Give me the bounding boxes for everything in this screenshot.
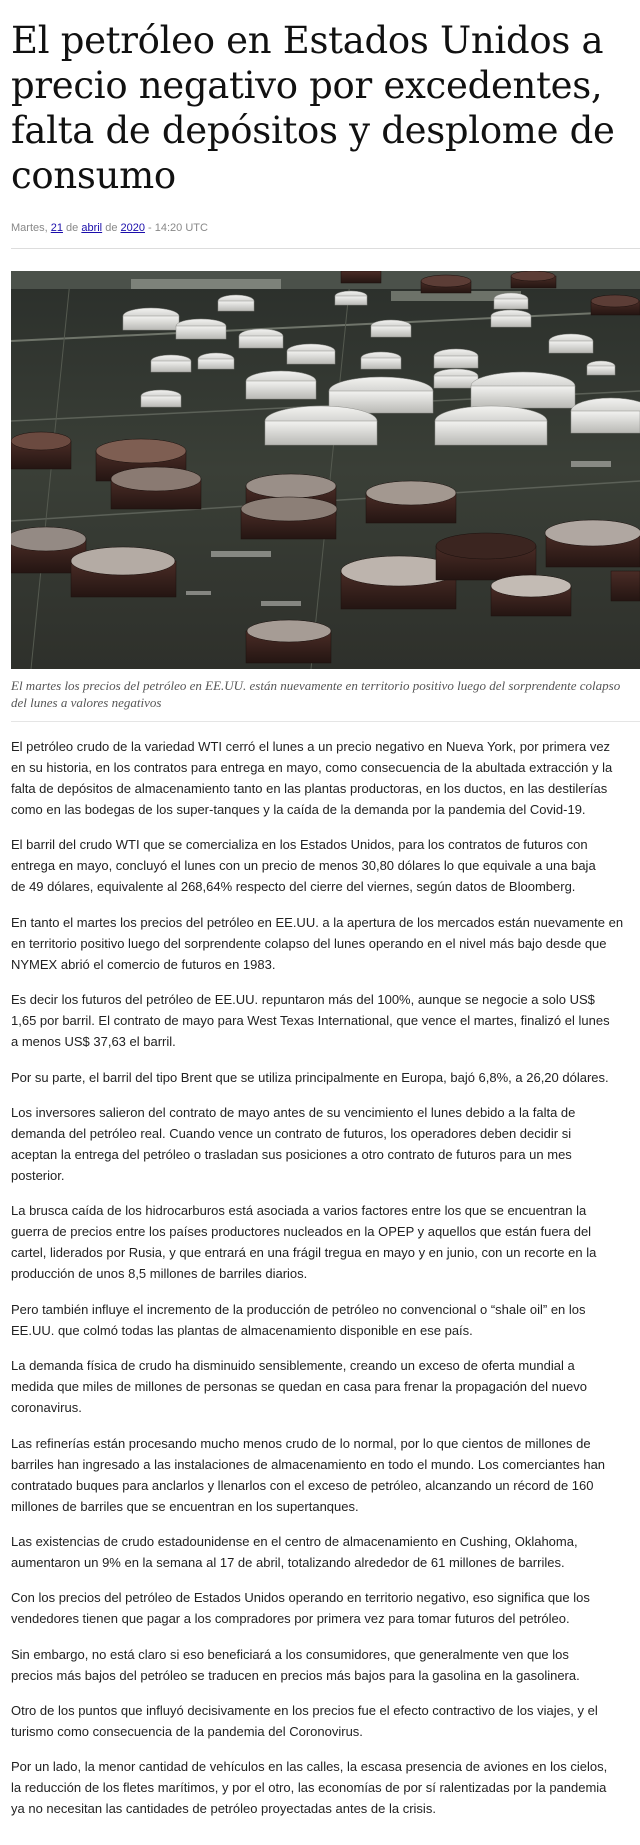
paragraph-line: entrega en mayo, concluyó el lunes con un precio de menos 30,80 dólares lo que equivale a una baja xyxy=(11,858,596,874)
paragraph-line: ya no necesitan las cantidades de petróleo proyectadas antes de la crisis. xyxy=(11,1801,436,1817)
paragraph-line: la reducción de los fletes marítimos, y por el otro, las economías de por sí ralentizadas por la pandemia xyxy=(11,1780,607,1796)
paragraph-line: producción de unos 8,5 millones de barriles diarios. xyxy=(11,1266,308,1282)
paragraph-line: vendedores tienen que pagar a los compradores por primera vez para tomar futuros del petróleo. xyxy=(11,1611,570,1627)
paragraph-line: Otro de los puntos que influyó decisivamente en los precios fue el efecto contractivo de los viajes, y el xyxy=(11,1703,598,1719)
article-paragraph xyxy=(11,834,640,897)
article-paragraph xyxy=(11,989,640,1052)
article-paragraph xyxy=(11,1700,640,1742)
paragraph-line: Con los precios del petróleo de Estados Unidos operando en territorio negativo, eso significa que los xyxy=(11,1590,590,1606)
date-year-link[interactable]: 2020 xyxy=(120,222,145,234)
paragraph-line: 1,65 por barril. El contrato de mayo para West Texas International, que vence el martes, finalizó el lunes xyxy=(11,1013,610,1029)
paragraph-line: de 49 dólares, equivalente al 268,64% respecto del cierre del viernes, según datos de Bloomberg. xyxy=(11,879,576,895)
date-time: - 14:20 UTC xyxy=(144,222,208,234)
paragraph-line: en su historia, en los contratos para entrega en mayo, como consecuencia de la abultada extracción y la xyxy=(11,760,613,775)
article-paragraph xyxy=(11,1102,640,1186)
paragraph-line: coronavirus. xyxy=(11,1400,82,1416)
article-paragraph xyxy=(11,1756,640,1819)
paragraph-line: Sin embargo, no está claro si eso beneficiará a los consumidores, que generalmente ven que los xyxy=(11,1646,569,1662)
article-paragraph xyxy=(11,1433,640,1517)
paragraph-line: demanda del petróleo real. Cuando vence un contrato de futuros, los operadores deben decidir si xyxy=(11,1125,572,1141)
article-dateline xyxy=(11,222,640,236)
paragraph-line: La brusca caída de los hidrocarburos está asociada a varios factores entre los que se encuentran la xyxy=(11,1203,587,1219)
paragraph-line: En tanto el martes los precios del petróleo en EE.UU. a la apertura de los mercados están nuevamente en xyxy=(11,914,624,930)
paragraph-line: como en las bodegas de los super-tanques y la caída de la demanda por la pandemia del Covid-19. xyxy=(11,802,586,817)
paragraph-line: Por un lado, la menor cantidad de vehículos en las calles, la escasa presencia de aviones en los cielos, xyxy=(11,1759,608,1775)
oil-storage-tanks-photo xyxy=(11,271,640,669)
paragraph-line: millones de barriles que se encuentran en los supertanques. xyxy=(11,1498,359,1514)
article-paragraph xyxy=(11,1531,640,1573)
article-paragraph xyxy=(11,1587,640,1629)
paragraph-line: NYMEX abrió el comercio de futuros en 1983. xyxy=(11,956,276,972)
paragraph-line: barriles han ingresado a las instalaciones de almacenamiento en todo el mundo. Los comerciantes han xyxy=(11,1456,606,1472)
paragraph-line: en territorio positivo luego del sorprendente colapso del lunes operando en el nivel más bajo desde que xyxy=(11,935,607,951)
paragraph-line: a menos US$ 37,63 el barril. xyxy=(11,1034,176,1050)
paragraph-line: precios más bajos del petróleo se traducen en precios más bajos para la gasolina en la gasolinera. xyxy=(11,1667,580,1683)
paragraph-line: Pero también influye el incremento de la producción de petróleo no convencional o “shale oil” en los xyxy=(11,1301,586,1317)
paragraph-line: guerra de precios entre los países productores nucleados en la OPEP y aquellos que están fuera del xyxy=(11,1224,592,1240)
date-month-link[interactable]: abril xyxy=(81,222,103,234)
paragraph-line: El barril del crudo WTI que se comercializa en los Estados Unidos, para los contratos de futuros con xyxy=(11,837,588,853)
paragraph-line: La demanda física de crudo ha disminuido sensiblemente, creando un exceso de oferta mundial a xyxy=(11,1358,575,1374)
article-title: El petróleo en Estados Unidos a precio negativo por excedentes, falta de depósitos y desplome de consumo xyxy=(11,19,615,197)
paragraph-line: falta de depósitos de almacenamiento tanto en las plantas productoras, en los ductos, en las destilerías xyxy=(11,781,608,796)
header-divider xyxy=(11,248,640,249)
article-paragraph xyxy=(11,1299,640,1341)
date-day-link[interactable]: 21 xyxy=(50,222,63,234)
article-body xyxy=(11,736,640,1819)
paragraph-line: Es decir los futuros del petróleo de EE.UU. repuntaron más del 100%, aunque se negocie a solo US$ xyxy=(11,992,595,1008)
paragraph-line: cartel, liderados por Rusia, y que entrará en una frágil tregua en mayo y en junio, con un recorte en la xyxy=(11,1245,597,1261)
date-sep1: de xyxy=(62,222,82,234)
paragraph-line: Los inversores salieron del contrato de mayo antes de su vencimiento el lunes debido a la falta de xyxy=(11,1104,576,1120)
paragraph-line: El petróleo crudo de la variedad WTI cerró el lunes a un precio negativo en Nueva York, por primera vez xyxy=(11,739,611,754)
paragraph-line: aceptan la entrega del petróleo o trasladan sus posiciones a otro contrato de futuros para un mes xyxy=(11,1146,572,1162)
paragraph-line: aumentaron un 9% en la semana al 17 de abril, totalizando alrededor de 61 millones de barriles. xyxy=(11,1554,565,1570)
article-paragraph xyxy=(11,1067,640,1088)
article-paragraph xyxy=(11,912,640,975)
paragraph-line: posterior. xyxy=(11,1167,65,1183)
paragraph-line: Las refinerías están procesando mucho menos crudo de lo normal, por lo que cientos de millones de xyxy=(11,1435,591,1451)
photo-caption: El martes los precios del petróleo en EE.UU. están nuevamente en territorio positivo luego del sorprendente colapso del lunes a valores negativos xyxy=(11,678,621,710)
article-paragraph xyxy=(11,1644,640,1686)
date-sep2: de xyxy=(102,222,121,234)
date-weekday: Martes, xyxy=(11,222,51,234)
article-paragraph xyxy=(11,1200,640,1284)
paragraph-line: medida que miles de millones de personas se quedan en casa para frenar la propagación del nuevo xyxy=(11,1379,587,1395)
article-paragraph xyxy=(11,1355,640,1418)
article-paragraph xyxy=(11,736,640,820)
paragraph-line: turismo como consecuencia de la pandemia del Coronovirus. xyxy=(11,1724,363,1740)
caption-divider xyxy=(11,721,640,722)
paragraph-line: Por su parte, el barril del tipo Brent que se utiliza principalmente en Europa, bajó 6,8%, a 26,20 dólares. xyxy=(11,1069,609,1085)
paragraph-line: Las existencias de crudo estadounidense en el centro de almacenamiento en Cushing, Oklahoma, xyxy=(11,1533,578,1549)
paragraph-line: EE.UU. que colmó todas las plantas de almacenamiento disponible en ese país. xyxy=(11,1322,473,1338)
paragraph-line: contratado buques para anclarlos y llenarlos con el exceso de petróleo, alcanzando un récord de 160 xyxy=(11,1477,594,1493)
